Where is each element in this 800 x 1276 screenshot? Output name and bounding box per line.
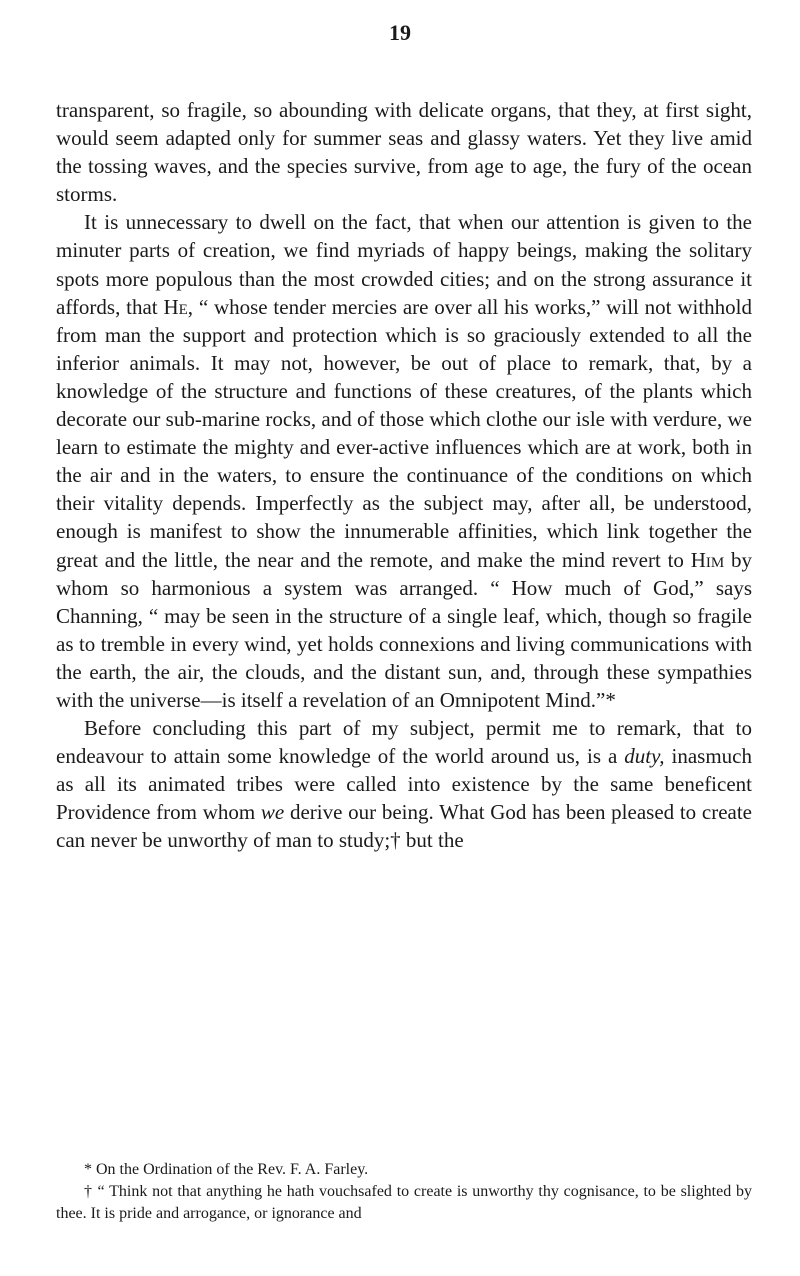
footnotes bbox=[56, 1159, 752, 1225]
emphasis-duty: duty, bbox=[624, 744, 665, 769]
divine-pronoun-him: Him bbox=[690, 547, 725, 572]
paragraph-3-part-2: inasmuch as all its animated tribes were called into existence by the same beneficent Providence from whom bbox=[56, 744, 752, 825]
paragraph-2-part-1: It is unnecessary to dwell on the fact, that when our attention is given to the minuter parts of creation, we find myriads of happy beings, making the solitary spots more populous than the most crowded cities; and on the strong assurance it affords, that bbox=[56, 210, 752, 319]
divine-pronoun-he: He bbox=[163, 294, 188, 319]
paragraph-2 bbox=[56, 208, 752, 714]
paragraph-1: transparent, so fragile, so abounding with delicate organs, that they, at first sight, would seem adapted only for summer seas and glassy waters. Yet they live amid the tossing waves, and the species survive, from age to age, the fury of the ocean storms. bbox=[56, 98, 752, 207]
paragraph-3-part-1: Before concluding this part of my subject, permit me to remark, that to endeavour to attain some knowledge of the world around us, is a bbox=[56, 716, 752, 769]
footnote-1: * On the Ordination of the Rev. F. A. Farley. bbox=[84, 1161, 369, 1178]
paragraph-3-part-3: derive our being. What God has been pleased to create can never be unworthy of man to study;† but the bbox=[56, 800, 752, 853]
main-text bbox=[56, 96, 752, 855]
paragraph-3 bbox=[56, 714, 752, 854]
footnote-2: † “ Think not that anything he hath vouchsafed to create is unworthy thy cognisance, to be slighted by thee. It is pride and arrogance, or ignorance and bbox=[56, 1183, 752, 1222]
paragraph-2-part-2: , “ whose tender mercies are over all his works,” will not withhold from man the support and protection which is so graciously extended to all the inferior animals. It may not, however, be out of place to remark, that, by a knowledge of the structure and functions of these creatures, of the plants which decorate our sub-marine rocks, and of those which clothe our isle with verdure, we learn to estimate the mighty and ever-active influences which are at work, both in the air and in the waters, to ensure the continuance of the conditions on which their vitality depends. Imperfectly as the subject may, after all, be understood, enough is manifest to show the innumerable affinities, which link together the great and the little, the near and the remote, and make the mind revert to bbox=[56, 294, 752, 572]
page-number: 19 bbox=[389, 20, 411, 45]
emphasis-we: we bbox=[260, 800, 285, 825]
paragraph-2-part-3: by whom so harmonious a system was arranged. “ How much of God,” says Channing, “ may be seen in the structure of a single leaf, which, though so fragile as to tremble in every wind, yet holds connexions and living communications with the earth, the air, the clouds, and the distant sun, and, through these sympathies with the universe—is itself a revelation of an Omnipotent Mind.”* bbox=[56, 547, 753, 712]
